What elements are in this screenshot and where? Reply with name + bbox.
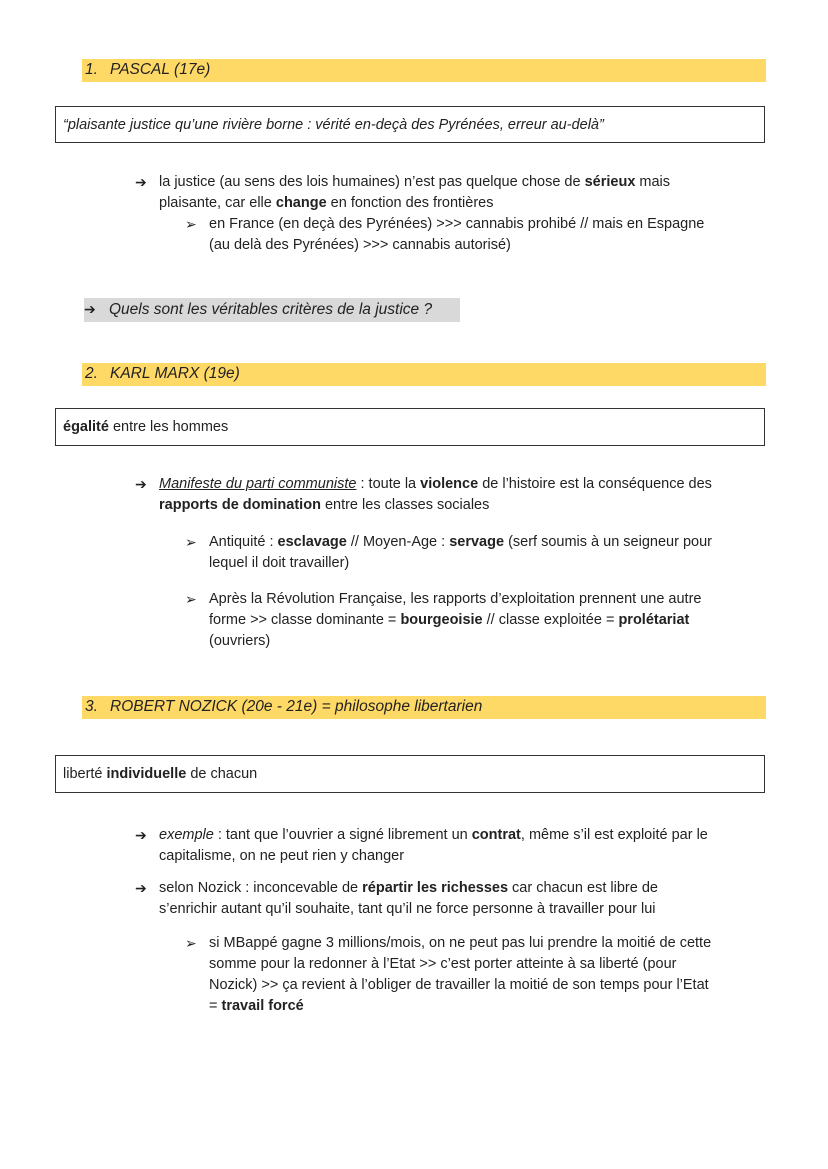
text-line (209, 214, 704, 235)
section-title: KARL MARX (19e) (110, 365, 240, 382)
text-segment: (au delà des Pyrénées) >>> cannabis autorisé) (209, 237, 511, 253)
text-segment: de chacun (186, 766, 258, 782)
arrowhead-bullet-icon: ➢ (185, 534, 197, 550)
text-segment: sérieux (584, 174, 636, 190)
text-segment: de l’histoire est la conséquence des (478, 476, 712, 492)
section-number: 1. (85, 61, 98, 78)
text-segment: change (275, 195, 327, 211)
text-line (63, 419, 228, 435)
text-segment: liberté (63, 766, 107, 782)
text-segment: travail forcé (221, 998, 304, 1014)
bullet-point (209, 589, 701, 652)
text-line (159, 899, 658, 920)
text-segment: prolétariat (618, 612, 690, 628)
text-segment: capitalisme, on ne peut rien y changer (159, 848, 405, 864)
section-title: ROBERT NOZICK (20e - 21e) = philosophe libertarien (110, 698, 483, 715)
key-idea-box (55, 408, 765, 446)
bullet-point (159, 172, 670, 214)
bullet-point (159, 825, 708, 867)
text-segment: selon Nozick : inconcevable de (159, 880, 363, 896)
section-number: 3. (85, 698, 98, 715)
text-line (159, 474, 712, 495)
text-segment: “plaisante justice qu’une rivière borne : vérité en-deçà des Pyrénées, erreur au-delà” (63, 116, 604, 133)
text-segment: car chacun est libre de (508, 880, 658, 896)
section-number: 2. (85, 365, 98, 382)
text-segment: Nozick) >> ça revient à l’obliger de travailler la moitié de son temps pour l’Etat (209, 977, 709, 993)
text-line (209, 954, 711, 975)
text-line (159, 193, 670, 214)
text-line (159, 846, 708, 867)
arrowhead-bullet-icon: ➢ (185, 216, 197, 232)
arrowhead-bullet-icon: ➢ (185, 935, 197, 951)
text-line (159, 825, 708, 846)
text-segment: (ouvriers) (209, 633, 271, 649)
text-line (159, 878, 658, 899)
text-segment: rapports de domination (159, 497, 321, 513)
section-heading (82, 363, 766, 386)
text-line (209, 933, 711, 954)
text-segment: entre les classes sociales (320, 497, 490, 513)
text-segment: exemple (159, 827, 214, 843)
text-segment: servage (449, 534, 505, 550)
text-segment: plaisante, car elle (159, 195, 276, 211)
text-segment: individuelle (106, 766, 187, 782)
text-line (63, 117, 604, 133)
text-line (209, 975, 711, 996)
text-line (209, 589, 701, 610)
text-line (209, 631, 701, 652)
section-heading (82, 696, 766, 719)
text-line (159, 172, 670, 193)
key-idea-box (55, 106, 765, 143)
text-segment: // Moyen-Age : (346, 534, 450, 550)
question-callout (84, 298, 460, 322)
text-line (63, 766, 257, 782)
text-line (209, 996, 711, 1017)
key-idea-box (55, 755, 765, 793)
text-segment: en France (en deçà des Pyrénées) >>> cannabis prohibé // mais en Espagne (209, 216, 705, 232)
arrowhead-bullet-icon: ➢ (185, 591, 197, 607)
arrow-bullet-icon: ➔ (135, 174, 147, 190)
text-line (209, 610, 701, 631)
text-segment: s’enrichir autant qu’il souhaite, tant qu’il ne force personne à travailler pour lui (159, 901, 656, 917)
text-segment: : toute la (356, 476, 421, 492)
bullet-point (209, 214, 704, 256)
text-line (159, 495, 712, 516)
text-line (209, 235, 704, 256)
text-segment: répartir les richesses (362, 880, 509, 896)
text-segment: (serf soumis à un seigneur pour (504, 534, 712, 550)
text-segment: lequel il doit travailler) (209, 555, 350, 571)
text-line (209, 532, 712, 553)
arrow-bullet-icon: ➔ (135, 880, 147, 896)
text-segment: : tant que l’ouvrier a signé librement un (213, 827, 472, 843)
bullet-point (209, 532, 712, 574)
bullet-point (209, 933, 711, 1017)
text-segment: // classe exploitée = (482, 612, 619, 628)
text-segment: contrat (471, 827, 521, 843)
text-segment: somme pour la redonner à l’Etat >> c’est porter atteinte à sa liberté (pour (209, 956, 677, 972)
arrow-bullet-icon: ➔ (135, 476, 147, 492)
text-segment: Antiquité : (209, 534, 278, 550)
section-heading (82, 59, 766, 82)
text-line (209, 553, 712, 574)
text-segment: mais (635, 174, 671, 190)
bullet-point (159, 474, 712, 516)
text-segment: = (209, 998, 222, 1014)
question-text: Quels sont les véritables critères de la justice ? (109, 301, 433, 318)
text-segment: , même s’il est exploité par le (520, 827, 708, 843)
text-segment: la justice (au sens des lois humaines) n’est pas quelque chose de (159, 174, 585, 190)
bullet-point (159, 878, 658, 920)
text-segment: Après la Révolution Française, les rapports d’exploitation prennent une autre (209, 591, 702, 607)
text-segment: Manifeste du parti communiste (159, 476, 357, 492)
text-segment: égalité (63, 419, 109, 435)
section-title: PASCAL (17e) (110, 61, 211, 78)
text-segment: violence (420, 476, 479, 492)
arrow-bullet-icon: ➔ (135, 827, 147, 843)
text-segment: bourgeoisie (400, 612, 483, 628)
arrow-icon: ➔ (84, 301, 96, 317)
text-segment: esclavage (277, 534, 347, 550)
text-segment: entre les hommes (108, 419, 229, 435)
text-segment: forme >> classe dominante = (209, 612, 401, 628)
text-segment: en fonction des frontières (326, 195, 494, 211)
text-segment: si MBappé gagne 3 millions/mois, on ne peut pas lui prendre la moitié de cette (209, 935, 712, 951)
